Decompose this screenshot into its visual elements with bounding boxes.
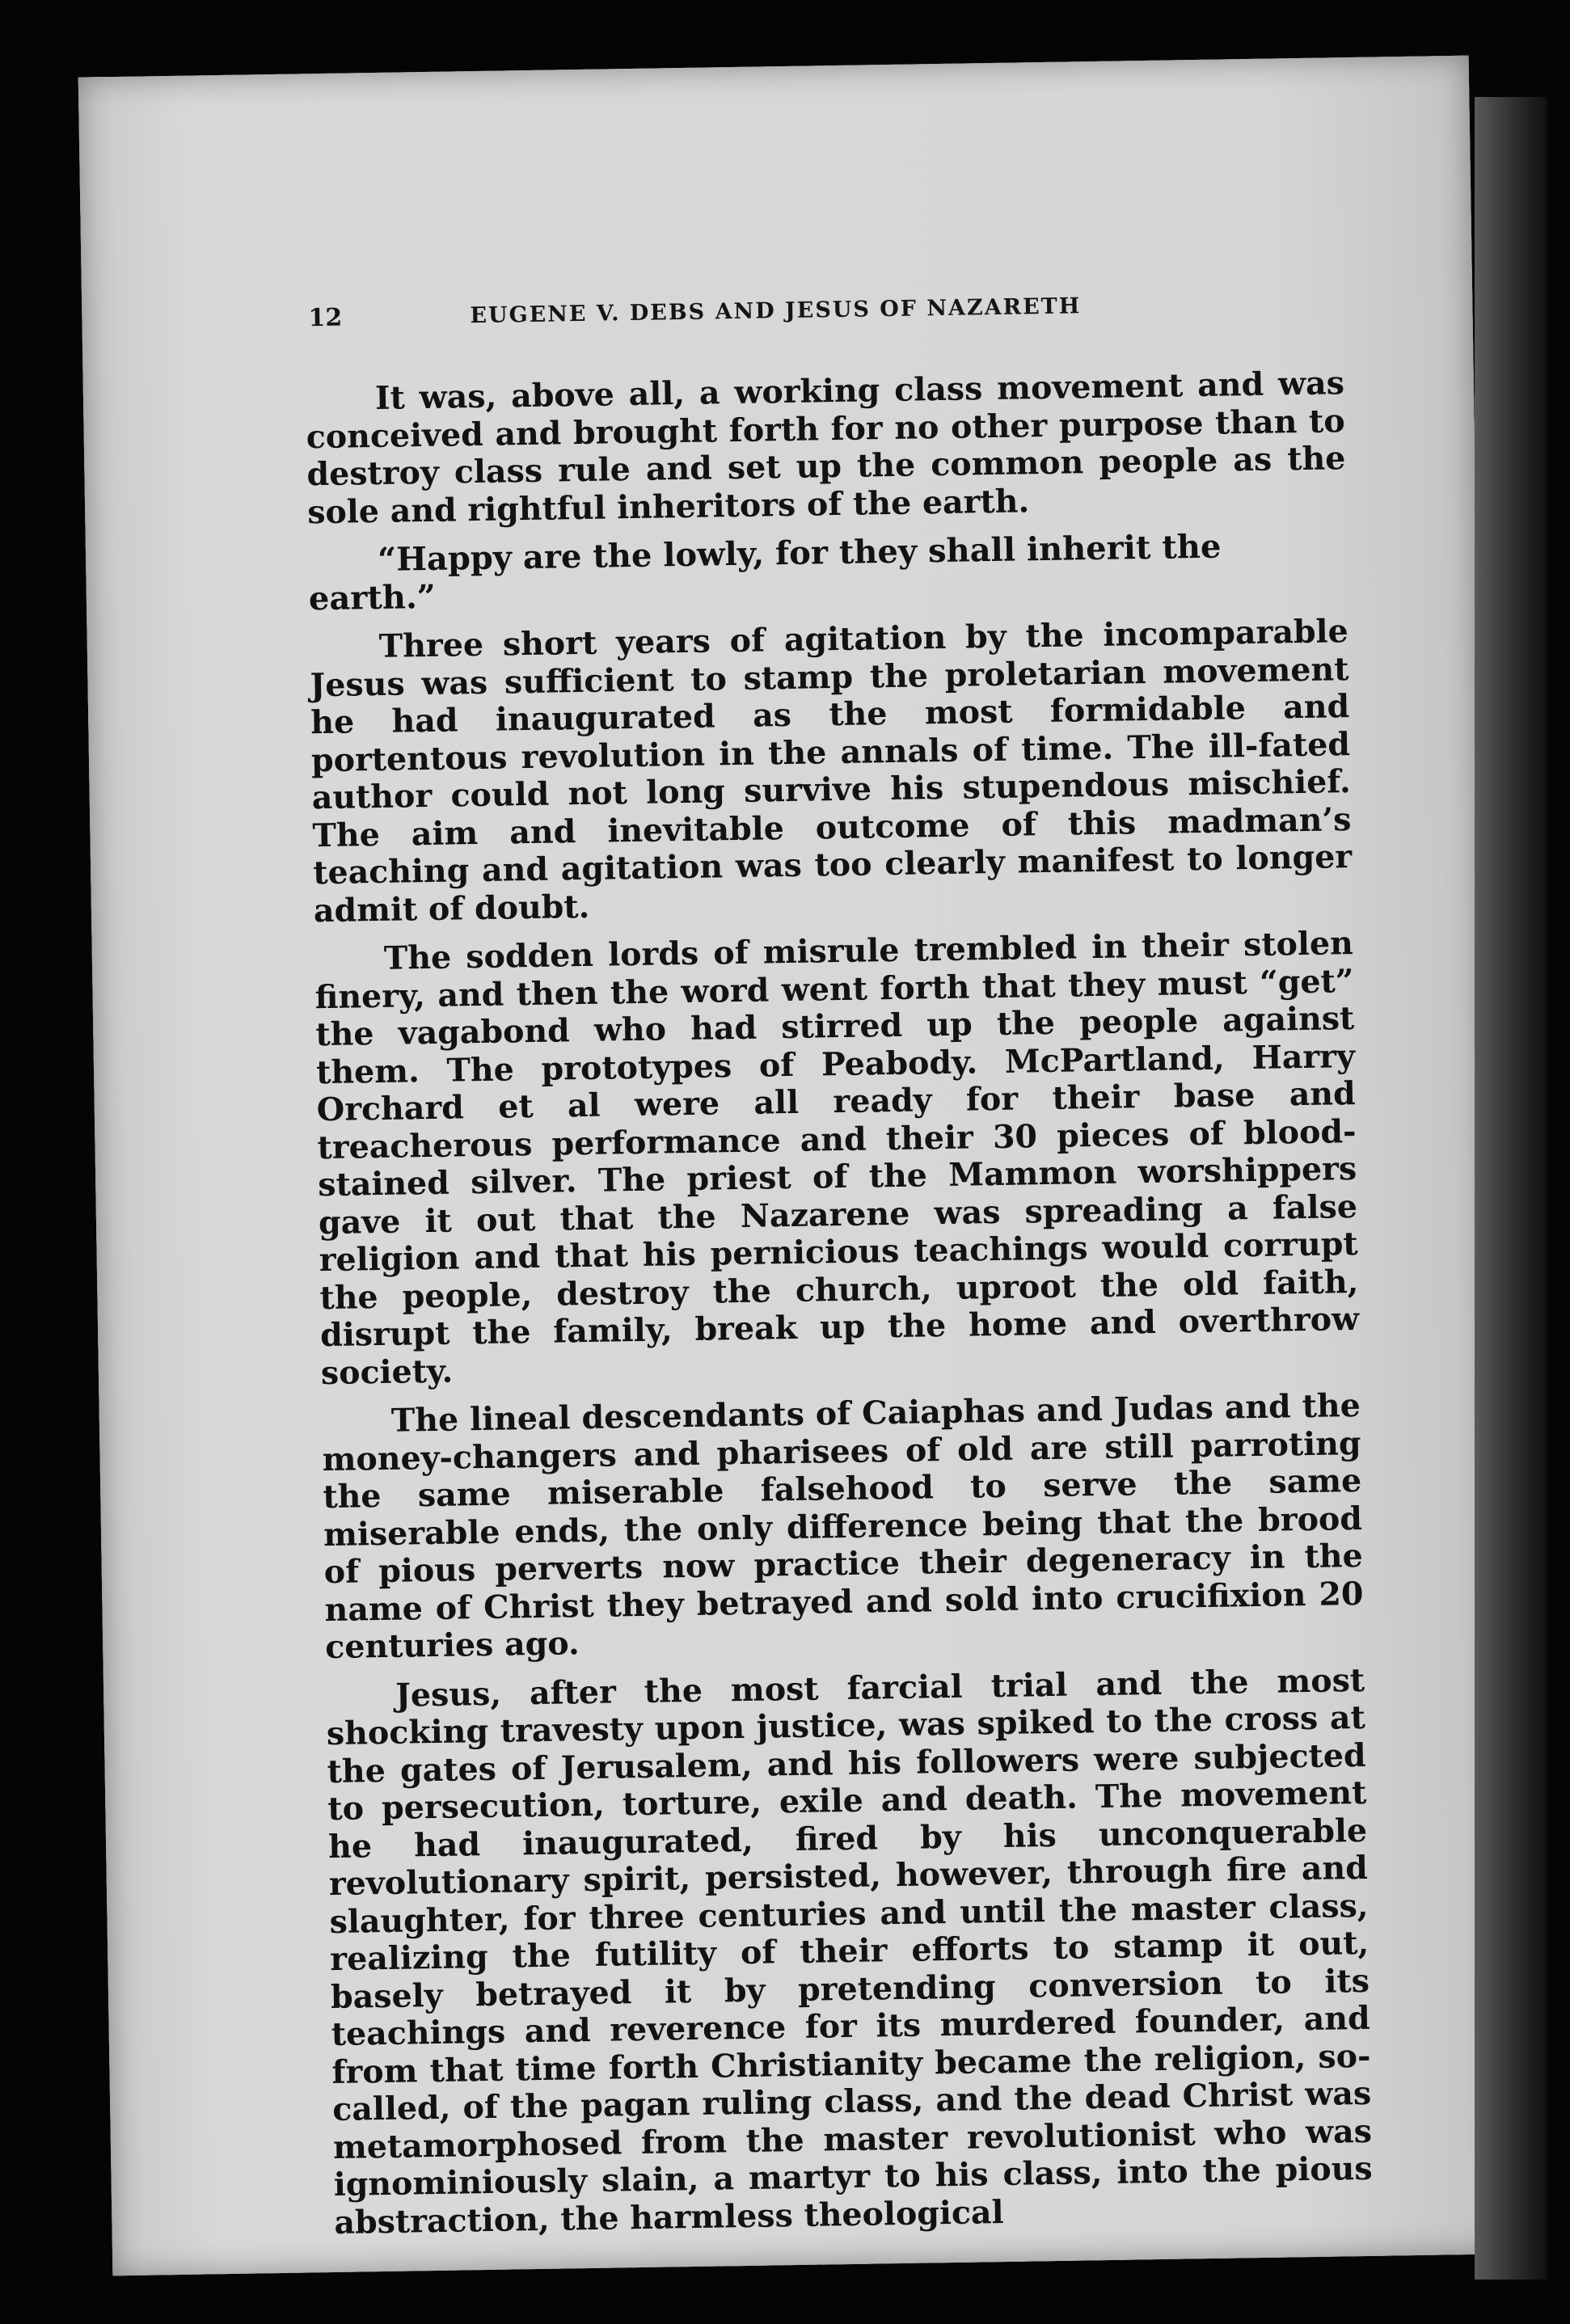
book-page [78, 56, 1504, 2276]
quotation: “Happy are the lowly, for they shall inherit the earth.” [308, 527, 1222, 618]
paragraph: The lineal descendants of Caiaphas and Judas and the money-changers and pharisees of old are still parroting the same miserable falsehood to serve the same miserable ends, the only difference being that the brood of pious perverts now practice their degeneracy in the name of Christ they betrayed and sold into crucifixion 20 centuries ago. [322, 1386, 1364, 1667]
paragraph: It was, above all, a working class movement and was conceived and brought forth for no other purpose than to destroy class rule and set up the common people as the sole and rightful inheritors of the earth. [306, 365, 1346, 531]
paragraph: The sodden lords of misrule trembled in their stolen finery, and then the word went forth that they must “get” the vagabond who had stirred up the people against them. The prototypes of Peabody. McPartland, Harry Orchard et al were all ready for their base and treacherous performance and their 30 pieces of blood-stained silver. The priest of the Mammon worshippers gave it out that the Nazarene was spreading a false religion and that his pernicious teachings would corrupt the people, destroy the church, uproot the old faith, disrupt the family, break up the home and overthrow society. [314, 925, 1360, 1392]
body-text [306, 365, 1374, 2253]
adjacent-page-edge [1475, 97, 1547, 2280]
page-number: 12 [308, 303, 343, 333]
paragraph: Three short years of agitation by the incomparable Jesus was sufficient to stamp the proletarian movement he had inaugurated as the most formidable and portentous revolution in the annals of time. The ill-fated author could not long survive his stupendous mischief. The aim and inevitable outcome of this madman’s teaching and agitation was too clearly manifest to longer admit of doubt. [310, 613, 1353, 930]
paragraph: Jesus, after the most farcial trial and the most shocking travesty upon justice, was spiked to the cross at the gates of Jerusalem, and his followers were subjected to persecution, torture, exile and death. The movement he had inaugurated, fired by his unconquerable revolutionary spirit, persisted, however, through fire and slaughter, for three centuries and until the master class, realizing the futility of their efforts to stamp it out, basely betrayed it by pretending conversion to its teachings and reverence for its murdered founder, and from that time forth Christianity became the religion, so-called, of the pagan ruling class, and the dead Christ was metamorphosed from the master revolutionist who was ignominiously slain, a martyr to his class, into the pious abstraction, the harmless theological [326, 1661, 1373, 2242]
page-header [308, 289, 1238, 333]
running-title: EUGENE V. DEBS AND JESUS OF NAZARETH [470, 293, 1082, 329]
